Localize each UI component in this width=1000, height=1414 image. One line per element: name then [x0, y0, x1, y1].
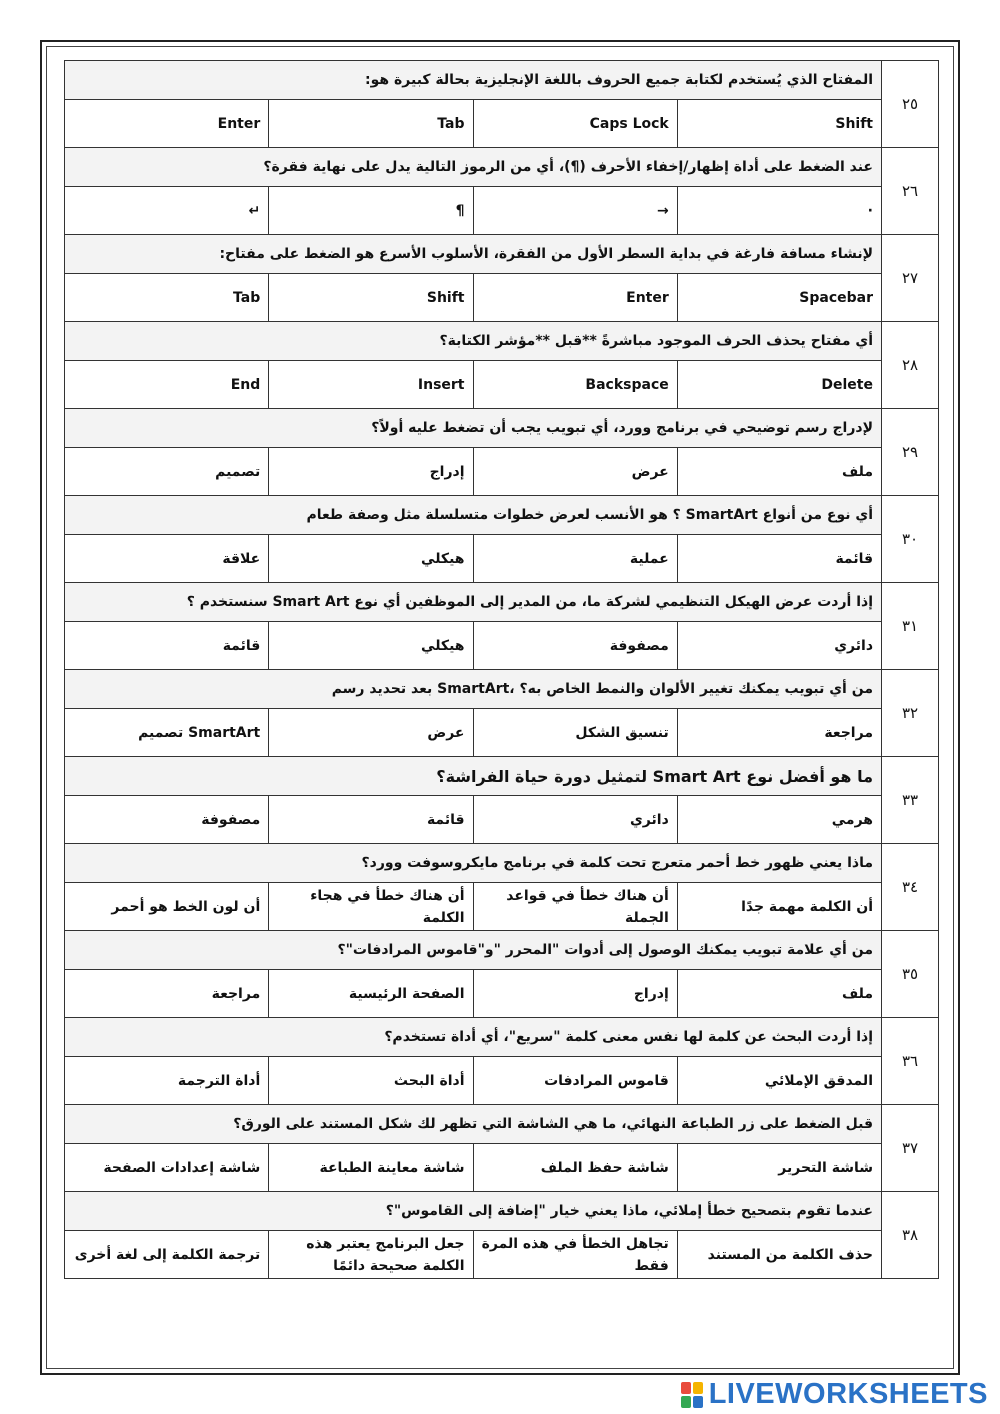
answer-option[interactable]: قاموس المرادفات	[473, 1057, 677, 1105]
answer-option[interactable]: Caps Lock	[473, 100, 677, 148]
question-text: المفتاح الذي يُستخدم لكتابة جميع الحروف باللغة الإنجليزية بحالة كبيرة هو:	[65, 61, 882, 100]
answer-option[interactable]: Tab	[65, 274, 269, 322]
question-number: ٢٩	[882, 409, 939, 496]
answer-option[interactable]: أداة البحث	[269, 1057, 473, 1105]
questions-table	[64, 60, 939, 1279]
logo-square-3	[681, 1396, 691, 1408]
options-row	[65, 100, 939, 148]
answer-option[interactable]: مصفوفة	[473, 622, 677, 670]
answer-option[interactable]: SmartArt تصميم	[65, 709, 269, 757]
question-row	[65, 844, 939, 883]
question-number: ٣٥	[882, 931, 939, 1018]
answer-option[interactable]: عرض	[269, 709, 473, 757]
answer-option[interactable]: أداة الترجمة	[65, 1057, 269, 1105]
answer-option[interactable]: هيكلي	[269, 622, 473, 670]
liveworksheets-logo-icon	[681, 1382, 703, 1408]
options-row	[65, 1144, 939, 1192]
question-text: إذا أردت عرض الهيكل التنظيمي لشركة ما، من المدير إلى الموظفين أي نوع Smart Art سنستخدم ؟	[65, 583, 882, 622]
answer-option[interactable]: Enter	[65, 100, 269, 148]
logo-square-1	[681, 1382, 691, 1394]
question-number: ٣٠	[882, 496, 939, 583]
options-row	[65, 361, 939, 409]
question-text: ما هو أفضل نوع Smart Art لتمثيل دورة حياة الفراشة؟	[65, 757, 882, 796]
question-text: عند الضغط على أداة إظهار/إخفاء الأحرف (¶)، أي من الرموز التالية يدل على نهاية فقرة؟	[65, 148, 882, 187]
question-row	[65, 148, 939, 187]
answer-option[interactable]: ملف	[677, 970, 881, 1018]
answer-option[interactable]: عرض	[473, 448, 677, 496]
answer-option[interactable]: ↵	[65, 187, 269, 235]
question-row	[65, 670, 939, 709]
question-row	[65, 322, 939, 361]
question-number: ٣٣	[882, 757, 939, 844]
question-row	[65, 1105, 939, 1144]
answer-option[interactable]: Enter	[473, 274, 677, 322]
question-row	[65, 931, 939, 970]
question-row	[65, 496, 939, 535]
question-text: أي مفتاح يحذف الحرف الموجود مباشرةً **قبل **مؤشر الكتابة؟	[65, 322, 882, 361]
answer-option[interactable]: قائمة	[65, 622, 269, 670]
options-row	[65, 1057, 939, 1105]
answer-option[interactable]: →	[473, 187, 677, 235]
question-text: إذا أردت البحث عن كلمة لها نفس معنى كلمة "سريع"، أي أداة تستخدم؟	[65, 1018, 882, 1057]
answer-option[interactable]: ¶	[269, 187, 473, 235]
answer-option[interactable]: شاشة التحرير	[677, 1144, 881, 1192]
answer-option[interactable]: Delete	[677, 361, 881, 409]
question-row	[65, 235, 939, 274]
answer-option[interactable]: مراجعة	[677, 709, 881, 757]
answer-option[interactable]: قائمة	[269, 796, 473, 844]
question-row	[65, 409, 939, 448]
question-text: أي نوع من أنواع SmartArt ؟ هو الأنسب لعرض خطوات متسلسلة مثل وصفة طعام	[65, 496, 882, 535]
question-number: ٣٧	[882, 1105, 939, 1192]
answer-option[interactable]: المدقق الإملائي	[677, 1057, 881, 1105]
answer-option[interactable]: أن لون الخط هو أحمر	[65, 883, 269, 931]
question-text: من أي علامة تبويب يمكنك الوصول إلى أدوات "المحرر "و"قاموس المرادفات"؟	[65, 931, 882, 970]
logo-square-4	[693, 1396, 703, 1408]
question-text: عندما تقوم بتصحيح خطأ إملائي، ماذا يعني خيار "إضافة إلى القاموس"؟	[65, 1192, 882, 1231]
answer-option[interactable]: الصفحة الرئيسية	[269, 970, 473, 1018]
answer-option[interactable]: Shift	[269, 274, 473, 322]
question-text: لإنشاء مسافة فارغة في بداية السطر الأول من الفقرة، الأسلوب الأسرع هو الضغط على مفتاح:	[65, 235, 882, 274]
options-row	[65, 883, 939, 931]
question-number: ٣٢	[882, 670, 939, 757]
question-number: ٢٦	[882, 148, 939, 235]
question-text: قبل الضغط على زر الطباعة النهائي، ما هي الشاشة التي تظهر لك شكل المستند على الورق؟	[65, 1105, 882, 1144]
answer-option[interactable]: أن الكلمة مهمة جدًا	[677, 883, 881, 931]
question-row	[65, 1018, 939, 1057]
answer-option[interactable]: أن هناك خطأ في هجاء الكلمة	[269, 883, 473, 931]
options-row	[65, 448, 939, 496]
options-row	[65, 970, 939, 1018]
options-row	[65, 535, 939, 583]
answer-option[interactable]: Backspace	[473, 361, 677, 409]
answer-option[interactable]: هيكلي	[269, 535, 473, 583]
question-number: ٢٨	[882, 322, 939, 409]
question-row	[65, 1192, 939, 1231]
answer-option[interactable]: ترجمة الكلمة إلى لغة أخرى	[65, 1231, 269, 1279]
answer-option[interactable]: هرمي	[677, 796, 881, 844]
question-row	[65, 757, 939, 796]
options-row	[65, 1231, 939, 1279]
liveworksheets-logo	[681, 1378, 988, 1411]
answer-option[interactable]: عملية	[473, 535, 677, 583]
answer-option[interactable]: ·	[677, 187, 881, 235]
answer-option[interactable]: End	[65, 361, 269, 409]
options-row	[65, 796, 939, 844]
question-number: ٣٨	[882, 1192, 939, 1279]
answer-option[interactable]: شاشة حفظ الملف	[473, 1144, 677, 1192]
question-number: ٢٥	[882, 61, 939, 148]
question-number: ٣٦	[882, 1018, 939, 1105]
logo-text: LIVEWORKSHEETS	[708, 1378, 988, 1410]
question-text: لإدراج رسم توضيحي في برنامج وورد، أي تبويب يجب أن تضغط عليه أولاً؟	[65, 409, 882, 448]
answer-option[interactable]: دائري	[677, 622, 881, 670]
answer-option[interactable]: مصفوفة	[65, 796, 269, 844]
answer-option[interactable]: حذف الكلمة من المستند	[677, 1231, 881, 1279]
options-row	[65, 622, 939, 670]
answer-option[interactable]: تجاهل الخطأ في هذه المرة فقط	[473, 1231, 677, 1279]
answer-option[interactable]: Spacebar	[677, 274, 881, 322]
logo-square-2	[693, 1382, 703, 1394]
question-row	[65, 61, 939, 100]
question-number: ٢٧	[882, 235, 939, 322]
answer-option[interactable]: جعل البرنامج يعتبر هذه الكلمة صحيحة دائمًا	[269, 1231, 473, 1279]
answer-option[interactable]: إدراج	[473, 970, 677, 1018]
answer-option[interactable]: شاشة إعدادات الصفحة	[65, 1144, 269, 1192]
answer-option[interactable]: شاشة معاينة الطباعة	[269, 1144, 473, 1192]
answer-option[interactable]: ملف	[677, 448, 881, 496]
options-row	[65, 187, 939, 235]
answer-option[interactable]: أن هناك خطأ في قواعد الجملة	[473, 883, 677, 931]
answer-option[interactable]: Insert	[269, 361, 473, 409]
answer-option[interactable]: Shift	[677, 100, 881, 148]
question-text: ماذا يعني ظهور خط أحمر متعرج تحت كلمة في برنامج مايكروسوفت وورد؟	[65, 844, 882, 883]
answer-option[interactable]: دائري	[473, 796, 677, 844]
options-row	[65, 709, 939, 757]
answer-option[interactable]: مراجعة	[65, 970, 269, 1018]
answer-option[interactable]: Tab	[269, 100, 473, 148]
answer-option[interactable]: تصميم	[65, 448, 269, 496]
options-row	[65, 274, 939, 322]
question-text: من أي تبويب يمكنك تغيير الألوان والنمط الخاص به؟ ،SmartArt بعد تحديد رسم	[65, 670, 882, 709]
question-row	[65, 583, 939, 622]
question-number: ٣٤	[882, 844, 939, 931]
answer-option[interactable]: قائمة	[677, 535, 881, 583]
answer-option[interactable]: إدراج	[269, 448, 473, 496]
question-number: ٣١	[882, 583, 939, 670]
answer-option[interactable]: تنسيق الشكل	[473, 709, 677, 757]
answer-option[interactable]: علاقة	[65, 535, 269, 583]
